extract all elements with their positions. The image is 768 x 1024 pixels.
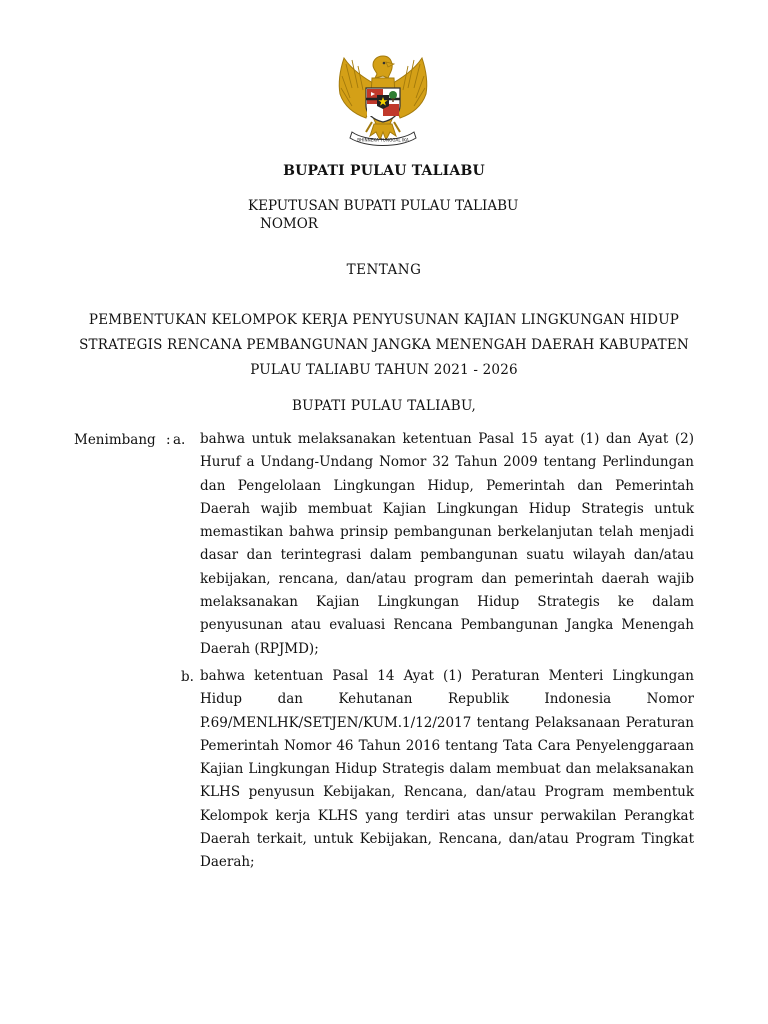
considerations-heading — [74, 432, 171, 448]
garuda-pancasila-emblem-icon — [330, 48, 436, 150]
subject-line: STRATEGIS RENCANA PEMBANGUNAN JANGKA MENENGAH DAERAH KABUPATEN — [79, 337, 689, 353]
about-label: TENTANG — [346, 262, 422, 278]
decree-subject — [0, 308, 768, 383]
subject-line: PEMBENTUKAN KELOMPOK KERJA PENYUSUNAN KAJIAN LINGKUNGAN HIDUP — [88, 312, 680, 328]
decree-number-label: NOMOR — [260, 216, 318, 232]
decree-title: KEPUTUSAN BUPATI PULAU TALIABU — [248, 198, 519, 214]
considerations-label: Menimbang — [74, 432, 156, 448]
regent-line: BUPATI PULAU TALIABU, — [291, 398, 477, 414]
considerations-separator: : — [165, 432, 171, 448]
subject-line: PULAU TALIABU TAHUN 2021 - 2026 — [250, 362, 518, 378]
decree-heading — [248, 197, 518, 233]
consideration-letter: a. — [173, 432, 186, 448]
emblem-motto: BHINNEKA TUNGGAL IKA — [357, 137, 409, 143]
consideration-letter: b. — [181, 669, 194, 685]
consideration-text: bahwa ketentuan Pasal 14 Ayat (1) Peraturan Menteri Lingkungan Hidup dan Kehutanan Republik Indonesia Nomor P.69/MENLHK/SETJEN/KUM.1/12/2017 tentang Pelaksanaan Peraturan Pemerintah Nomor 46 Tahun 2016 tentang Tata Cara Penyelenggaraan Kajian Lingkungan Hidup Strategis dalam membuat dan melaksanakan KLHS penyusun Kebijakan, Rencana, dan/atau Program membentuk Kelompok kerja KLHS yang terdiri atas unsur perwakilan Perangkat Daerah terkait, untuk Kebijakan, Rencana, dan/atau Program Tingkat Daerah; — [200, 668, 694, 871]
regent-title: BUPATI PULAU TALIABU — [283, 163, 485, 179]
consideration-text: bahwa untuk melaksanakan ketentuan Pasal 15 ayat (1) dan Ayat (2) Huruf a Undang-Undang Nomor 32 Tahun 2009 tentang Perlindungan dan Pengelolaan Lingkungan Hidup, Pemerintah dan Pemerintah Daerah wajib membuat Kajian Lingkungan Hidup Strategis untuk memastikan bahwa prinsip pembangunan berkelanjutan telah menjadi dasar dan terintegrasi dalam pembangunan suatu wilayah dan/atau kebijakan, rencana, dan/atau program dan pemerintah daerah wajib melaksanakan Kajian Lingkungan Hidup Strategis ke dalam penyusunan atau evaluasi Rencana Pembangunan Jangka Menengah Daerah (RPJMD); — [200, 431, 694, 657]
